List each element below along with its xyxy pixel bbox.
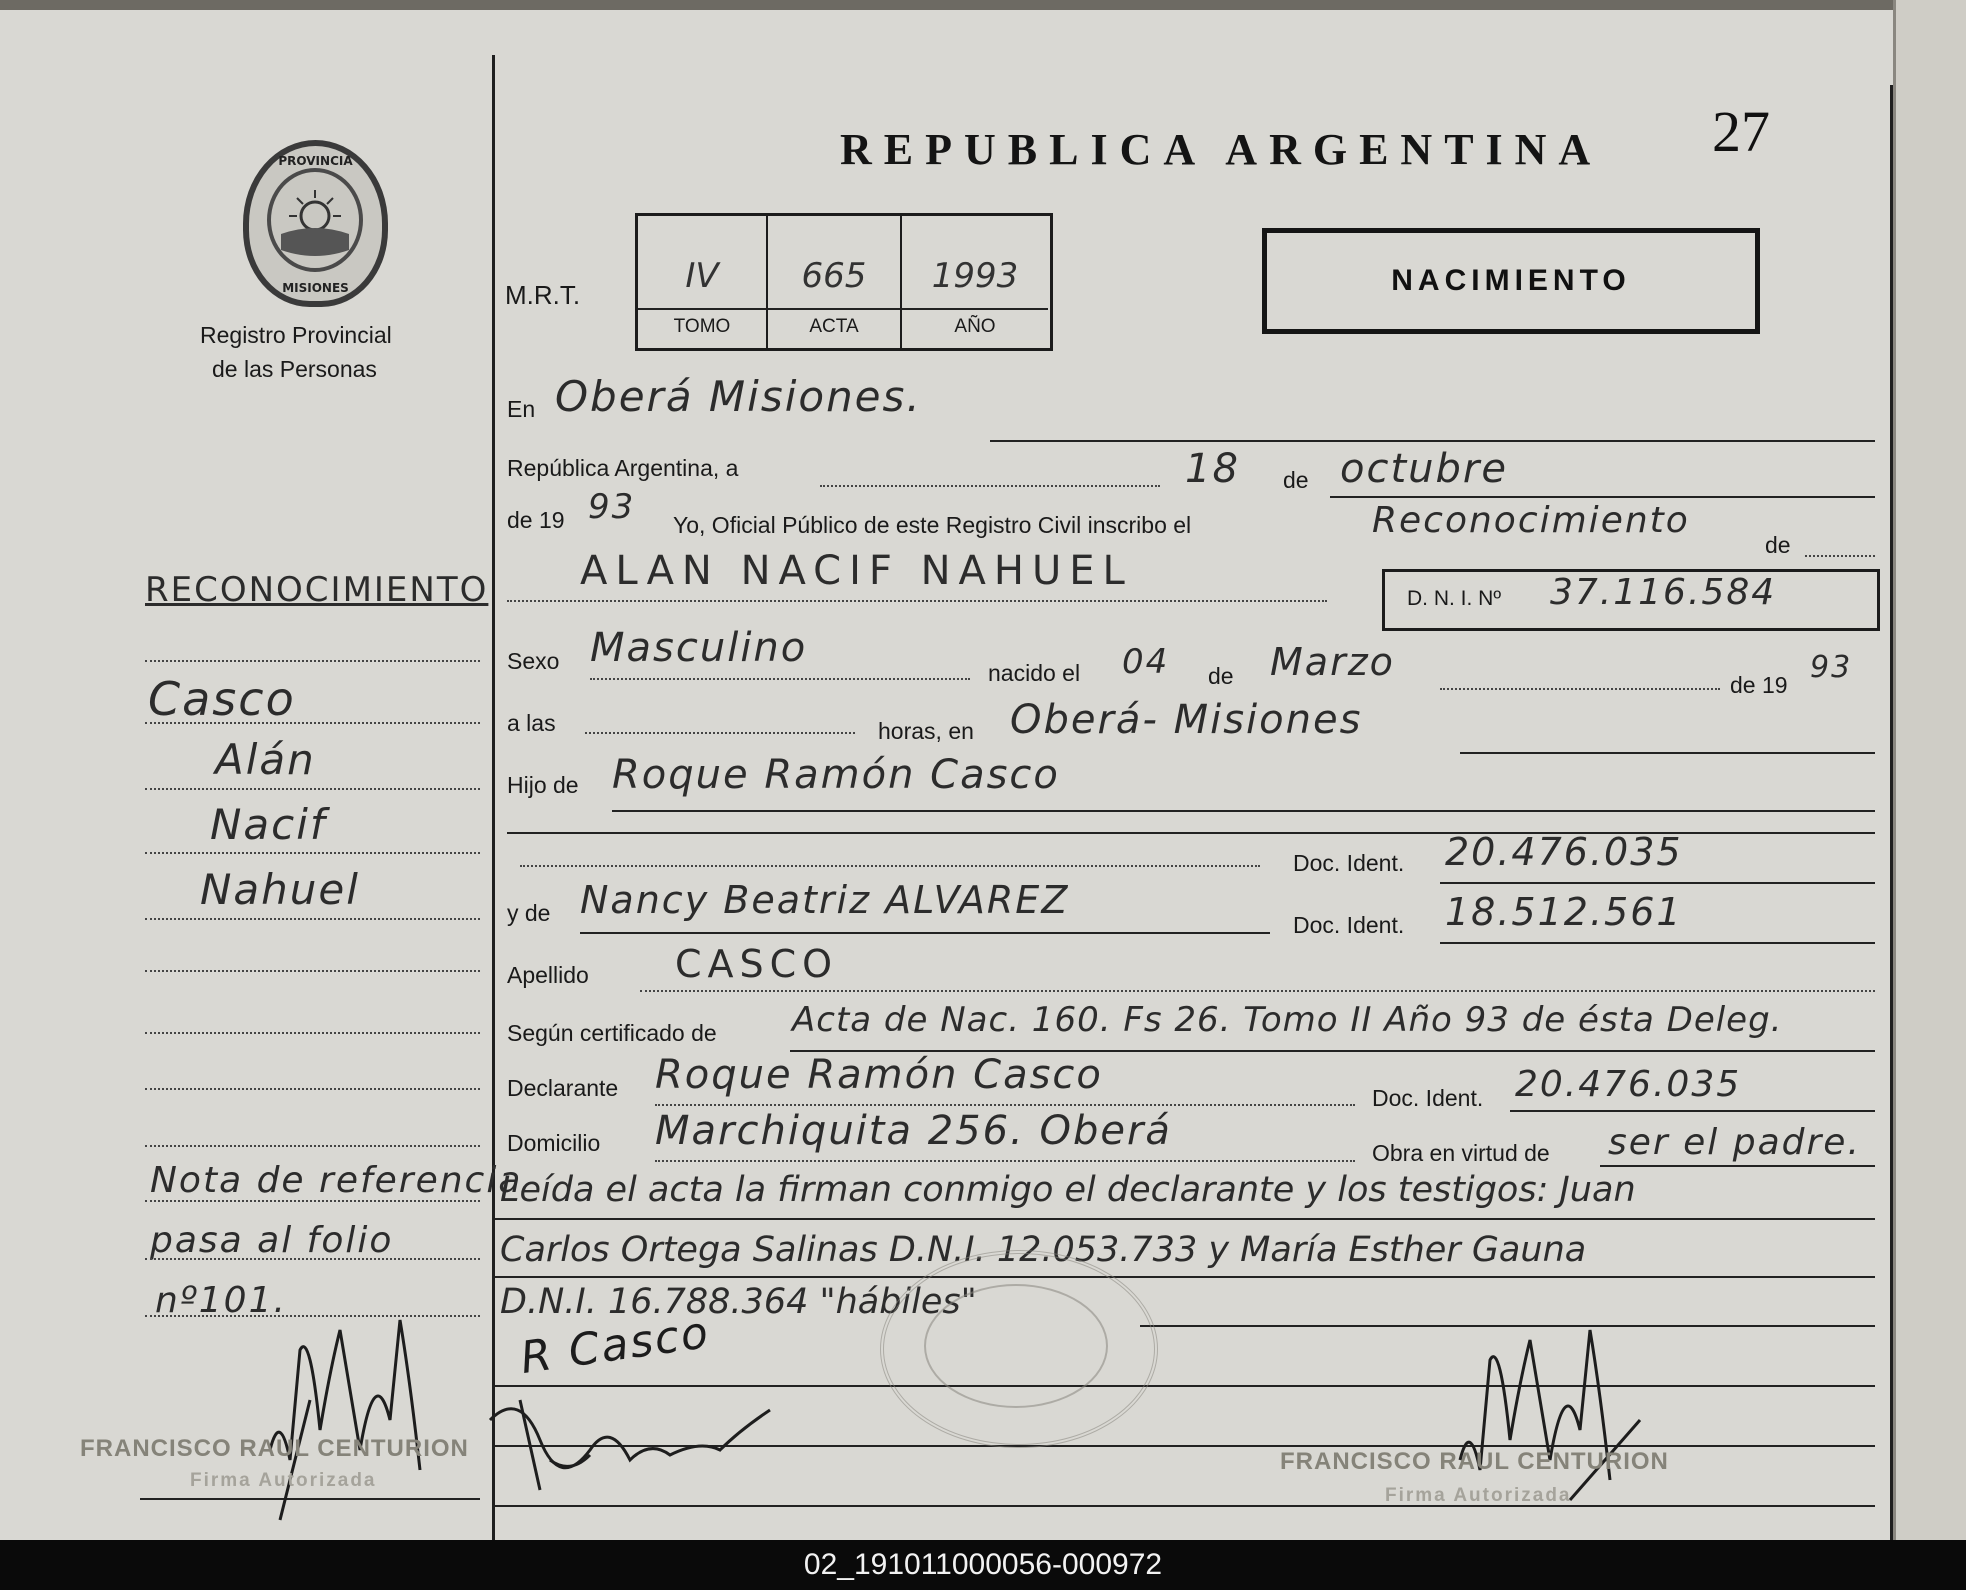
nacido-label: nacido el bbox=[988, 660, 1081, 686]
form-line bbox=[495, 1218, 1875, 1220]
record-type-box bbox=[1262, 228, 1760, 334]
obra-value: ser el padre. bbox=[1608, 1122, 1861, 1163]
certificado-value: Acta de Nac. 160. Fs 26. Tomo II Año 93 de ésta Deleg. bbox=[792, 1000, 1783, 1040]
acto-value: Reconocimiento bbox=[1372, 500, 1690, 541]
seal-emblem bbox=[267, 168, 363, 272]
dni-label: D. N. I. Nº bbox=[1407, 587, 1502, 610]
form-line bbox=[495, 1505, 1875, 1507]
official-role-left: Firma Autorizada bbox=[190, 1470, 377, 1491]
anio-label: AÑO bbox=[954, 316, 996, 337]
registration-day: 18 bbox=[1185, 446, 1240, 492]
registration-month: octubre bbox=[1340, 446, 1508, 492]
de19-label: de 19 bbox=[1730, 672, 1788, 698]
tomo-cell bbox=[638, 216, 768, 348]
margin-note-line: pasa al folio bbox=[150, 1220, 394, 1261]
registry-name-line2: de las Personas bbox=[212, 356, 377, 382]
official-role-right: Firma Autorizada bbox=[1385, 1485, 1572, 1506]
margin-dotted-line bbox=[145, 1258, 480, 1260]
form-line bbox=[1330, 496, 1875, 498]
registry-stamp-icon bbox=[880, 1250, 1158, 1448]
doc-label: Doc. Ident. bbox=[1293, 850, 1405, 876]
form-dotted-line bbox=[655, 1104, 1355, 1106]
segun-label: Según certificado de bbox=[507, 1020, 717, 1046]
tomo-value: IV bbox=[685, 256, 719, 296]
page-top-edge bbox=[0, 0, 1966, 10]
margin-dotted-line bbox=[145, 1088, 480, 1090]
en-label: En bbox=[507, 396, 536, 422]
provincial-seal-icon bbox=[243, 140, 388, 307]
form-line bbox=[612, 810, 1875, 812]
acta-label: ACTA bbox=[809, 316, 859, 337]
official-signature-icon bbox=[250, 1290, 450, 1530]
folio-number: 27 bbox=[1712, 99, 1770, 164]
margin-dotted-line bbox=[145, 722, 480, 724]
father-doc: 20.476.035 bbox=[1445, 830, 1683, 874]
margin-name-line: Casco bbox=[148, 672, 296, 726]
birth-place: Oberá- Misiones bbox=[1010, 697, 1363, 743]
margin-dotted-line bbox=[145, 1145, 480, 1147]
form-line bbox=[990, 440, 1875, 442]
declarant-signature: R Casco bbox=[517, 1307, 713, 1384]
margin-dotted-line bbox=[145, 1032, 480, 1034]
margin-note-line: Nota de referencia bbox=[150, 1160, 523, 1201]
witness-signature-icon bbox=[480, 1380, 780, 1500]
republica-label: República Argentina, a bbox=[507, 455, 739, 481]
birth-year: 93 bbox=[1810, 650, 1853, 685]
form-dotted-line bbox=[590, 678, 970, 680]
form-line bbox=[1600, 1165, 1875, 1167]
sexo-label: Sexo bbox=[507, 648, 560, 674]
obra-label: Obra en virtud de bbox=[1372, 1140, 1550, 1166]
margin-dotted-line bbox=[145, 970, 480, 972]
record-type-label: NACIMIENTO bbox=[1391, 264, 1631, 297]
doc-label: Doc. Ident. bbox=[1293, 912, 1405, 938]
apellido-value: CASCO bbox=[675, 942, 839, 986]
yde-label: y de bbox=[507, 900, 551, 926]
person-name: ALAN NACIF NAHUEL bbox=[580, 548, 1133, 594]
acta-value: 665 bbox=[801, 256, 867, 296]
margin-dotted-line bbox=[145, 788, 480, 790]
form-dotted-line bbox=[1440, 688, 1720, 690]
apellido-label: Apellido bbox=[507, 962, 589, 988]
hijo-label: Hijo de bbox=[507, 772, 579, 798]
form-dotted-line bbox=[655, 1160, 1355, 1162]
anio-cell bbox=[902, 216, 1048, 348]
alas-label: a las bbox=[507, 710, 556, 736]
form-line bbox=[1510, 1110, 1875, 1112]
declarante-doc-label: Doc. Ident. bbox=[1372, 1085, 1484, 1111]
sexo-value: Masculino bbox=[590, 625, 808, 671]
domicilio-label: Domicilio bbox=[507, 1130, 601, 1156]
dni-value: 37.116.584 bbox=[1550, 572, 1777, 613]
form-dotted-line bbox=[520, 865, 1260, 867]
de-label: de bbox=[1208, 663, 1234, 689]
de-label: de bbox=[1765, 532, 1791, 558]
margin-dotted-line bbox=[145, 660, 480, 662]
sun-emblem-icon bbox=[271, 172, 359, 268]
registration-year: 93 bbox=[588, 487, 636, 527]
closing-line: Carlos Ortega Salinas D.N.I. 12.053.733 y María Esther Gauna bbox=[500, 1230, 1587, 1270]
margin-dotted-line bbox=[145, 852, 480, 854]
form-line bbox=[1440, 882, 1875, 884]
margin-name-line: Alán bbox=[215, 735, 316, 784]
right-border-line bbox=[1890, 85, 1893, 1540]
mrt-divider bbox=[638, 308, 1048, 310]
form-dotted-line bbox=[507, 600, 1327, 602]
margin-name-line: Nacif bbox=[210, 800, 327, 849]
birth-day: 04 bbox=[1122, 642, 1170, 682]
form-line bbox=[1460, 752, 1875, 754]
horas-label: horas, en bbox=[878, 718, 974, 744]
mother-name: Nancy Beatriz ALVAREZ bbox=[580, 878, 1070, 922]
margin-dotted-line bbox=[145, 1200, 480, 1202]
form-line bbox=[495, 1276, 1875, 1278]
tomo-label: TOMO bbox=[673, 316, 731, 337]
domicilio-value: Marchiquita 256. Oberá bbox=[655, 1108, 1172, 1154]
margin-note-line: nº101. bbox=[155, 1280, 287, 1321]
margin-title: RECONOCIMIENTO bbox=[145, 570, 489, 610]
de-label: de bbox=[1283, 467, 1309, 493]
form-dotted-line bbox=[1805, 555, 1875, 557]
seal-top-text: PROVINCIA bbox=[278, 154, 353, 168]
page-title: REPUBLICA ARGENTINA bbox=[840, 125, 1603, 174]
margin-name-line: Nahuel bbox=[200, 865, 360, 914]
image-id-bar bbox=[0, 1540, 1966, 1590]
father-name: Roque Ramón Casco bbox=[612, 752, 1060, 798]
seal-bottom-text: MISIONES bbox=[282, 281, 349, 295]
declarante-doc: 20.476.035 bbox=[1515, 1064, 1742, 1105]
oficial-text: Yo, Oficial Público de este Registro Civil inscribo el bbox=[673, 512, 1192, 538]
form-line bbox=[580, 932, 1270, 934]
anio-value: 1993 bbox=[931, 256, 1019, 296]
form-dotted-line bbox=[820, 485, 1160, 487]
declarante-name: Roque Ramón Casco bbox=[655, 1052, 1103, 1098]
form-line bbox=[1440, 942, 1875, 944]
form-dotted-line bbox=[585, 732, 855, 734]
official-name-right: FRANCISCO RAUL CENTURION bbox=[1280, 1448, 1669, 1475]
declarante-label: Declarante bbox=[507, 1075, 619, 1101]
page-right-edge bbox=[1893, 0, 1966, 1540]
mrt-reference-box bbox=[635, 213, 1053, 351]
form-dotted-line bbox=[640, 990, 1875, 992]
closing-line: D.N.I. 16.788.364 "hábiles" bbox=[500, 1282, 977, 1322]
birth-month: Marzo bbox=[1270, 640, 1395, 684]
margin-dotted-line bbox=[145, 918, 480, 920]
acta-cell bbox=[768, 216, 902, 348]
mrt-label: M.R.T. bbox=[505, 280, 581, 310]
closing-line: Leída el acta la firman conmigo el declarante y los testigos: Juan bbox=[500, 1170, 1636, 1210]
official-name-left: FRANCISCO RAUL CENTURION bbox=[80, 1435, 469, 1462]
mother-doc: 18.512.561 bbox=[1445, 890, 1683, 934]
dni-box bbox=[1382, 569, 1880, 631]
de19-label: de 19 bbox=[507, 507, 565, 533]
image-id-label: 02_191011000056-000972 bbox=[803, 1548, 1163, 1581]
registry-name-line1: Registro Provincial bbox=[200, 322, 392, 348]
margin-divider-line bbox=[492, 55, 495, 1540]
place-value: Oberá Misiones. bbox=[555, 372, 922, 421]
stamp-inner-ring bbox=[924, 1284, 1108, 1408]
